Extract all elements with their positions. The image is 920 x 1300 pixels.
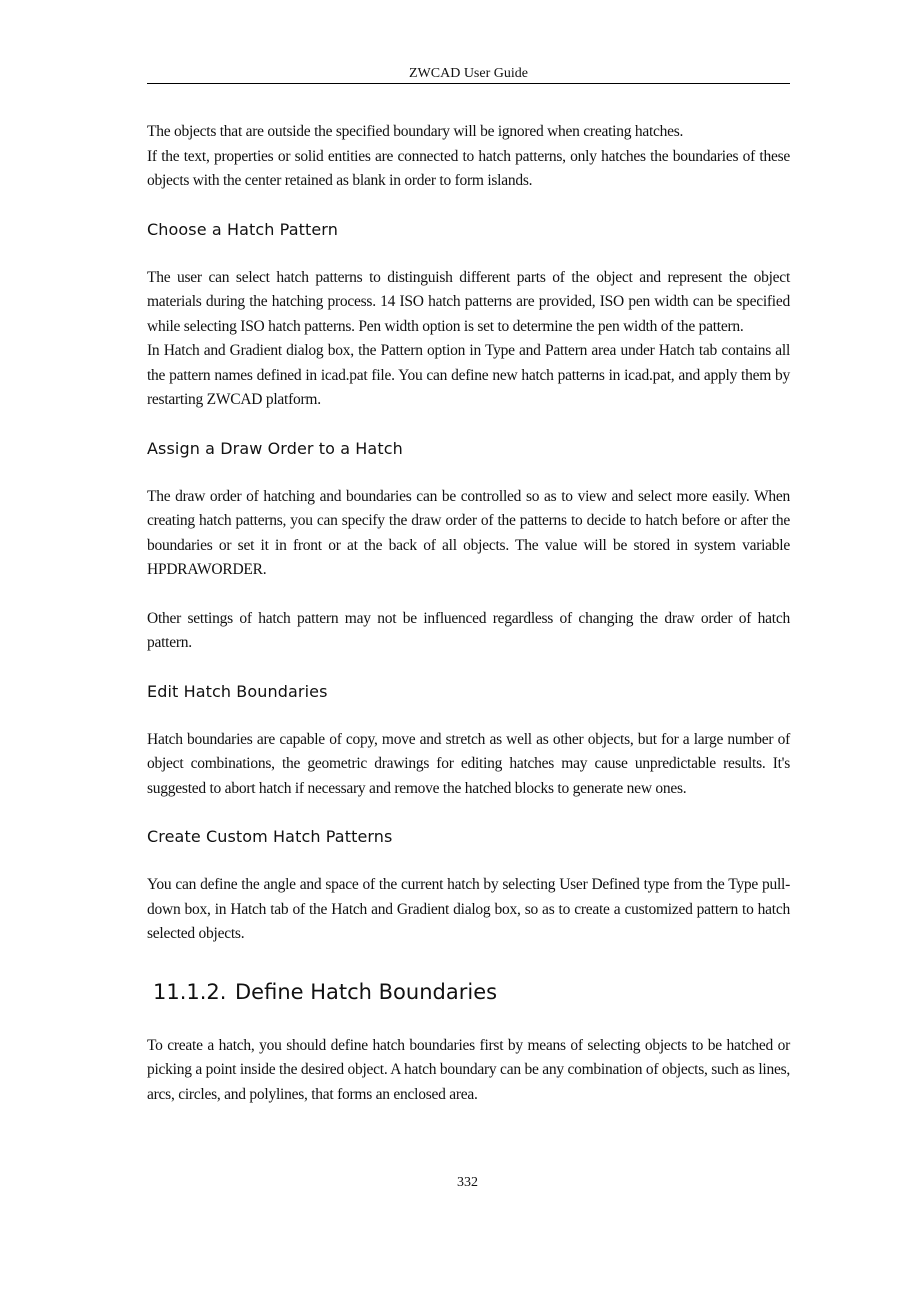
custom-patterns-paragraph: You can define the angle and space of the current hatch by selecting User Defined type from the Type pull-down box, in Hatch tab of the Hatch and Gradient dialog box, so as to create a customized pattern to hatch selected objects. xyxy=(147,876,790,942)
document-title: ZWCAD User Guide xyxy=(409,66,528,81)
heading-define-hatch-boundaries xyxy=(147,977,790,1007)
intro-paragraph-2: If the text, properties or solid entities are connected to hatch patterns, only hatches the boundaries of these objects with the center retained as blank in order to form islands. xyxy=(147,147,790,189)
page-footer xyxy=(0,1175,920,1191)
draw-order-paragraph-1: The draw order of hatching and boundaries can be controlled so as to view and select more easily. When creating hatch patterns, you can specify the draw order of the patterns to decide to hatch before or after the boundaries or set it in front or at the back of all objects. The value will be stored in system variable HPDRAWORDER. xyxy=(147,487,790,578)
draw-order-paragraph-2: Other settings of hatch pattern may not be influenced regardless of changing the draw order of hatch pattern. xyxy=(147,609,790,651)
page-content xyxy=(147,120,790,1107)
define-boundaries-paragraph: To create a hatch, you should define hatch boundaries first by means of selecting objects to be hatched or picking a point inside the desired object. A hatch boundary can be any combination of objects, such as lines, arcs, circles, and polylines, that forms an enclosed area. xyxy=(147,1036,790,1103)
page-number: 332 xyxy=(457,1175,478,1190)
section-number: 11.1.2. xyxy=(153,979,227,1004)
heading-assign-draw-order: Assign a Draw Order to a Hatch xyxy=(147,438,403,458)
section-title: Define Hatch Boundaries xyxy=(235,979,498,1004)
intro-paragraph-1: The objects that are outside the specified boundary will be ignored when creating hatches. xyxy=(147,123,684,140)
heading-choose-hatch-pattern: Choose a Hatch Pattern xyxy=(147,219,338,239)
choose-pattern-paragraph-2: In Hatch and Gradient dialog box, the Pattern option in Type and Pattern area under Hatch tab contains all the pattern names defined in icad.pat file. You can define new hatch patterns in icad.pat, and apply them by restarting ZWCAD platform. xyxy=(147,342,790,408)
intro-block xyxy=(147,120,790,194)
choose-pattern-paragraph-1: The user can select hatch patterns to distinguish different parts of the object and represent the object materials during the hatching process. 14 ISO hatch patterns are provided, ISO pen width can be specified while selecting ISO hatch patterns. Pen width option is set to determine the pen width of the pattern. xyxy=(147,268,790,335)
heading-edit-hatch-boundaries: Edit Hatch Boundaries xyxy=(147,681,328,701)
heading-create-custom-patterns: Create Custom Hatch Patterns xyxy=(147,827,393,846)
page-header xyxy=(147,66,790,84)
edit-boundaries-paragraph: Hatch boundaries are capable of copy, move and stretch as well as other objects, but for a large number of object combinations, the geometric drawings for editing hatches may cause unpredictable results. It's suggested to abort hatch if necessary and remove the hatched blocks to generate new ones. xyxy=(147,730,790,797)
